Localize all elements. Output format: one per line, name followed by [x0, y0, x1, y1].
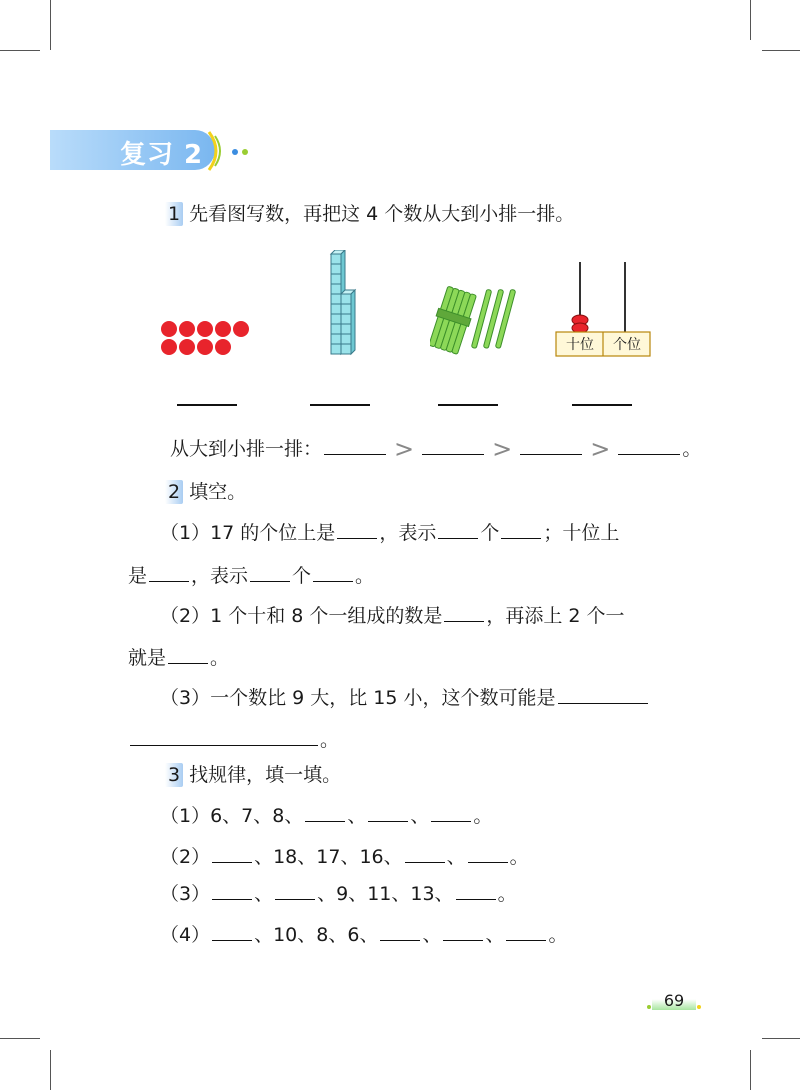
answer-blank[interactable] — [572, 404, 632, 406]
q1-order-line: 从大到小排一排： > > > 。 — [170, 435, 702, 463]
answer-blank[interactable] — [520, 436, 582, 455]
answer-blank[interactable] — [305, 803, 345, 822]
blocks-figure — [325, 250, 360, 358]
answer-blank[interactable] — [368, 803, 408, 822]
answer-blank[interactable] — [380, 922, 420, 941]
answer-blank[interactable] — [506, 922, 546, 941]
answer-blank[interactable] — [431, 803, 471, 822]
answer-blank[interactable] — [422, 436, 484, 455]
q2-part2-line2: 就是 。 — [128, 647, 230, 669]
q2-part1-line1: （1）17 的个位上是 ，表示 个 ；十位上 — [160, 522, 620, 544]
q3-row4: （4） 、10、8、6、 、 、 。 — [160, 924, 568, 946]
page-number: 69 — [663, 991, 685, 1010]
section-title: 复习 2 — [120, 140, 204, 170]
answer-blank[interactable] — [177, 404, 237, 406]
q2-part3-line2: 。 — [128, 727, 339, 752]
q3-row3: （3） 、 、9、11、13、 。 — [160, 883, 517, 905]
answer-blank[interactable] — [337, 520, 377, 539]
q1-number: 1 — [165, 202, 183, 226]
abacus-tens-label: 十位 — [566, 337, 594, 353]
answer-blank[interactable] — [275, 881, 315, 900]
q3-number: 3 — [165, 763, 183, 787]
answer-blank[interactable] — [324, 436, 386, 455]
q3-row2: （2） 、18、17、16、 、 。 — [160, 846, 529, 868]
banner-bracket-icon — [205, 130, 255, 172]
answer-blank[interactable] — [212, 922, 252, 941]
answer-blank[interactable] — [130, 727, 318, 746]
q2-part3-line1: （3）一个数比 9 大，比 15 小，这个数可能是 — [160, 685, 650, 710]
answer-blank[interactable] — [558, 685, 648, 704]
answer-blank[interactable] — [501, 520, 541, 539]
red-dots-figure — [158, 318, 258, 358]
q2-number: 2 — [165, 480, 183, 504]
q2-part2-line1: （2）1 个十和 8 个一组成的数是 ，再添上 2 个一 — [160, 605, 625, 627]
answer-blank[interactable] — [212, 844, 252, 863]
answer-blank[interactable] — [212, 881, 252, 900]
page-number-dot — [697, 1005, 701, 1009]
crop-mark — [762, 50, 800, 51]
q1-prompt: 1 先看图写数，再把这 4 个数从大到小排一排。 — [165, 202, 574, 226]
q2-prompt: 2 填空。 — [165, 480, 246, 504]
answer-blank[interactable] — [468, 844, 508, 863]
crop-mark — [750, 0, 751, 40]
answer-blank[interactable] — [149, 563, 189, 582]
answer-blank[interactable] — [443, 922, 483, 941]
crop-mark — [0, 1038, 40, 1039]
sticks-figure — [430, 285, 520, 355]
answer-blank[interactable] — [168, 645, 208, 664]
page-number-dot — [647, 1005, 651, 1009]
q3-prompt: 3 找规律，填一填。 — [165, 763, 341, 787]
answer-blank[interactable] — [310, 404, 370, 406]
answer-blank[interactable] — [456, 881, 496, 900]
answer-blank[interactable] — [313, 563, 353, 582]
crop-mark — [762, 1038, 800, 1039]
answer-blank[interactable] — [618, 436, 680, 455]
q3-row1: （1）6、7、8、 、 、 。 — [160, 805, 493, 827]
answer-blank[interactable] — [438, 520, 478, 539]
q2-part1-line2: 是 ，表示 个 。 — [128, 565, 375, 587]
crop-mark — [50, 1050, 51, 1090]
answer-blank[interactable] — [250, 563, 290, 582]
answer-blank[interactable] — [438, 404, 498, 406]
abacus-ones-label: 个位 — [613, 337, 641, 353]
answer-blank[interactable] — [444, 603, 484, 622]
crop-mark — [750, 1050, 751, 1090]
answer-blank[interactable] — [405, 844, 445, 863]
crop-mark — [0, 50, 40, 51]
crop-mark — [50, 0, 51, 50]
